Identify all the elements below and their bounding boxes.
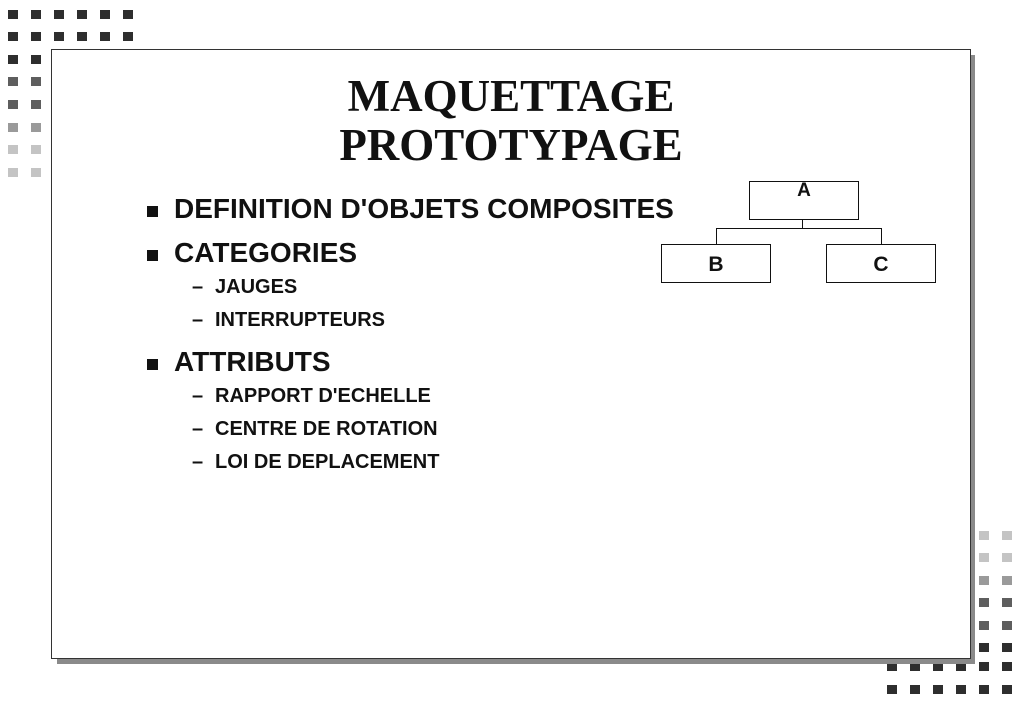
- dash-icon: –: [192, 309, 204, 331]
- decorative-square: [887, 685, 897, 694]
- decorative-square: [1002, 685, 1012, 694]
- decorative-square: [979, 685, 989, 694]
- decorative-square: [979, 598, 989, 607]
- decorative-square: [1002, 576, 1012, 585]
- diagram-node-right-child: [826, 244, 936, 283]
- connector-right-stem: [881, 228, 882, 244]
- dash-icon: –: [192, 385, 204, 407]
- slide-panel: [51, 49, 971, 659]
- sub-bullet-label: RAPPORT D'ECHELLE: [215, 385, 431, 407]
- decorative-square: [910, 685, 920, 694]
- diagram-node-left-child: [661, 244, 771, 283]
- bullet-label: ATTRIBUTS: [174, 346, 331, 377]
- bullet-label: CATEGORIES: [174, 237, 358, 268]
- sub-bullet-label: CENTRE DE ROTATION: [215, 418, 438, 440]
- decorative-square: [979, 621, 989, 630]
- dash-icon: –: [192, 451, 204, 473]
- decorative-square: [1002, 643, 1012, 652]
- node-label: A: [797, 180, 811, 201]
- connector-left-stem: [716, 228, 717, 244]
- decorative-square: [1002, 531, 1012, 540]
- decorative-square: [1002, 621, 1012, 630]
- connector-horizontal: [716, 228, 882, 229]
- decorative-square: [979, 531, 989, 540]
- composite-object-diagram: [52, 50, 970, 658]
- decorative-square: [933, 685, 943, 694]
- decorative-square: [979, 643, 989, 652]
- decorative-square: [1002, 553, 1012, 562]
- decorative-square: [1002, 662, 1012, 671]
- decorative-square: [1002, 598, 1012, 607]
- bullet-label: DEFINITION D'OBJETS COMPOSITES: [174, 193, 674, 224]
- title-line-2: PROTOTYPAGE: [339, 120, 683, 170]
- decorative-square: [956, 685, 966, 694]
- decorative-square: [979, 576, 989, 585]
- node-label: C: [873, 253, 889, 276]
- decorative-square: [979, 662, 989, 671]
- sub-bullet-label: LOI DE DEPLACEMENT: [215, 451, 440, 473]
- decorative-square: [979, 553, 989, 562]
- dash-icon: –: [192, 418, 204, 440]
- sub-bullet-label: INTERRUPTEURS: [215, 309, 386, 331]
- dash-icon: –: [192, 276, 204, 298]
- node-label: B: [708, 253, 724, 276]
- sub-bullet-label: JAUGES: [215, 276, 298, 298]
- diagram-node-root: [749, 181, 859, 220]
- title-line-1: MAQUETTAGE: [347, 71, 675, 121]
